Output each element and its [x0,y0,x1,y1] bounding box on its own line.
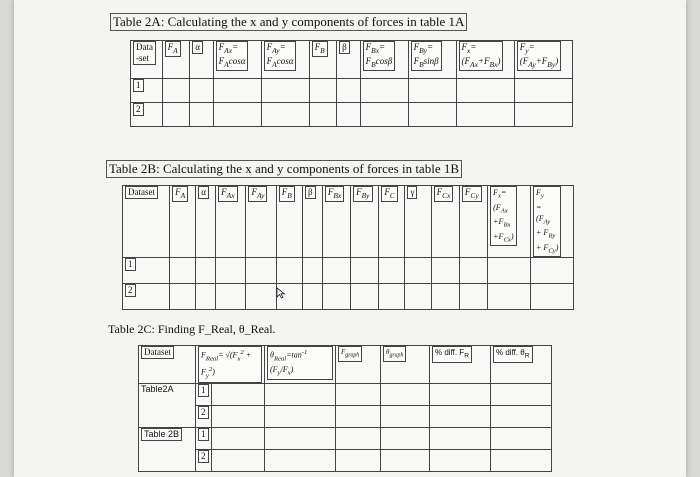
row-number-cell [196,405,212,427]
header-label: $F_{graph}$ [338,346,362,362]
header-cell [405,186,431,258]
header-cell [456,41,514,79]
header-cell [514,41,572,79]
header-cell [131,41,163,79]
group-label-cell [139,383,196,427]
header-cell [302,186,322,258]
header-label: $F_{Real}= √(F_x^2 + F_y^2)$ [198,346,262,383]
table-row [139,449,552,471]
header-label: $F_B$ [279,186,295,202]
header-cell [408,41,456,79]
header-label: $F_{Ay}$ [248,186,267,202]
row-number: 2 [198,406,209,419]
table-2a-title: Table 2A: Calculating the x and y components of forces in table 1A [110,13,467,31]
header-label: % diff. $F_R$ [432,346,472,363]
header-label: Dataset [141,346,174,359]
header-cell [531,186,574,258]
header-cell [360,41,408,79]
table-row [123,258,574,284]
mouse-cursor-icon [276,287,286,299]
row-number-cell [196,449,212,471]
table-row [123,284,574,310]
row-number: 2 [198,450,209,463]
header-cell [491,346,552,384]
header-label: $F_{Ay}=$ $F_A\cos\alpha$ [264,41,297,71]
header-label: $\theta_{Real}=\tan^{-1}$ $(F_y/F_x)$ [267,346,333,380]
table-2b [122,185,574,310]
header-label: $F_A$ [172,186,188,202]
table-row [139,427,552,449]
header-cell [459,186,487,258]
group-label: Table2A [141,383,174,394]
header-label: β [305,186,316,199]
row-number-cell [131,79,163,103]
header-label: $F_{By}$ [353,186,372,202]
header-label: $F_{Ax}$ [218,186,237,202]
header-label: $F_{Cy}$ [462,186,482,202]
header-label: $F_{Bx}=$ $F_B\cos\beta$ [363,41,396,71]
header-cell [170,186,196,258]
row-number: 1 [198,384,209,397]
header-cell [123,186,170,258]
header-cell [139,346,196,384]
header-cell [196,346,265,384]
header-cell [431,186,459,258]
group-label: Table 2B [141,428,182,441]
header-cell [381,346,430,384]
header-label: $F_B$ [312,41,328,57]
header-cell [265,346,336,384]
header-cell [196,186,216,258]
row-number-cell [123,258,170,284]
table-row [131,103,573,127]
row-number: 2 [125,284,136,297]
header-label: $F_x=$ ($F_{Ax}$ $+F_{Bx}$ $+F_{Cx}$) [490,186,516,246]
header-cell [309,41,337,79]
header-label: Data -set [133,41,156,65]
header-cell [336,346,381,384]
header-cell [430,346,491,384]
row-number: 1 [198,428,209,441]
row-number: 1 [133,79,144,92]
table-2a [130,40,573,127]
header-cell [337,41,360,79]
header-label: $F_y=$ $(F_{Ay}+F_{By})$ [517,41,562,71]
header-label: $F_{By}=$ $F_B\sin\beta$ [411,41,442,71]
header-label: $F_{Ax}=$ $F_A\cos\alpha$ [216,41,249,71]
header-cell [322,186,350,258]
header-cell [213,41,261,79]
row-number: 1 [125,258,136,271]
table-row [131,79,573,103]
header-cell [216,186,246,258]
group-label-cell [139,427,196,471]
header-cell [351,186,379,258]
header-label: $F_x=$ $(F_{Ax}+F_{Bx})$ [459,41,504,71]
header-label: α [192,41,203,54]
table-2b-title: Table 2B: Calculating the x and y components of forces in table 1B [106,160,462,178]
header-label: β [339,41,350,54]
header-label: $F_y$ = ($F_{Ay}$ + $F_{By}$ + $F_{Cy}$) [533,186,561,257]
header-cell [276,186,302,258]
header-label: γ [407,186,417,199]
table-row [139,405,552,427]
table-2c [138,345,552,472]
header-cell [246,186,276,258]
row-number-cell [131,103,163,127]
header-label: $F_A$ [165,41,181,57]
header-label: $\theta_{graph}$ [383,346,406,362]
header-label: α [198,186,209,199]
header-cell [190,41,213,79]
header-cell [162,41,190,79]
header-label: $F_{Cx}$ [434,186,454,202]
header-cell [261,41,309,79]
row-number: 2 [133,103,144,116]
header-label: $F_{Bx}$ [325,186,344,202]
header-cell [488,186,531,258]
header-label: Dataset [125,186,158,199]
table-row [139,383,552,405]
header-label: $F_C$ [381,186,398,202]
header-cell [379,186,405,258]
row-number-cell [196,383,212,405]
table-2c-title: Table 2C: Finding F_Real, θ_Real. [108,322,276,336]
row-number-cell [196,427,212,449]
header-label: % diff. $\theta_R$ [493,346,533,363]
row-number-cell [123,284,170,310]
